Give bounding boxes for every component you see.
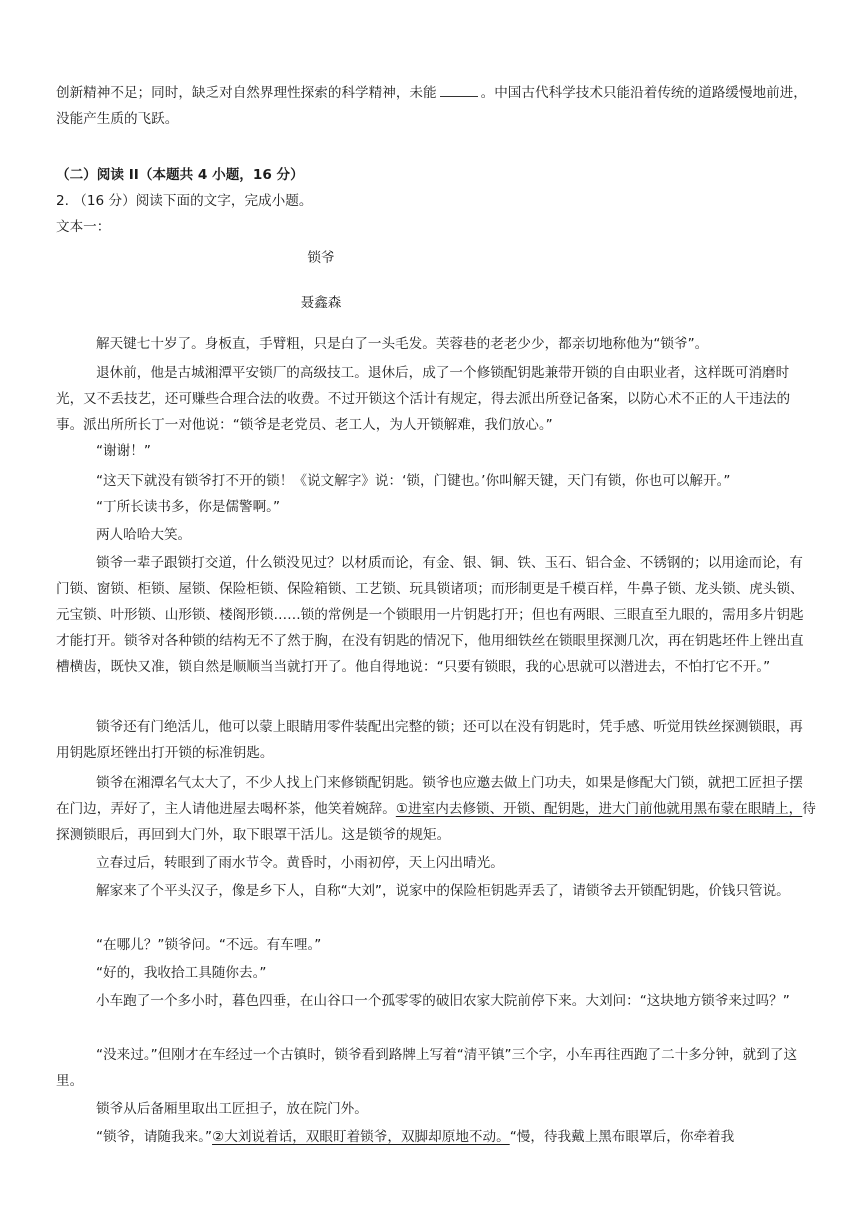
text-label: 文本一：: [56, 219, 111, 235]
paragraph-13: “好的，我收拾工具随你去。”: [96, 965, 267, 981]
paragraph-4: “这天下就没有锁爷打不开的锁！《说文解字》说：‘锁，门键也。’你叫解天键，天门有锁，你也可以解开。”: [96, 473, 731, 489]
section-heading: （二）阅读 II（本题共 4 小题，16 分）: [56, 167, 304, 183]
paragraph-9: [56, 770, 816, 848]
paragraph-2: 退休前，他是古城湘潭平安锁厂的高级技工。退休后，成了一个修锁配钥匙兼带开锁的自由职业者，这样既可消磨时光，又不丢技艺，还可赚些合理合法的收费。不过开锁这个活计有规定，得去派出所登记备案，以防心术不正的人干违法的事。派出所所长丁一对他说：“锁爷是老党员、老工人，为人开锁解难，我们放心。”: [56, 365, 791, 433]
paragraph-15: “没来过。”但刚才在车经过一个古镇时，锁爷看到路牌上写着“清平镇”三个字，小车再往西跑了二十多分钟，就到了这里。: [56, 1047, 798, 1089]
paragraph-17-text-a: “锁爷，请随我来。”: [96, 1129, 213, 1145]
intro-paragraph: [56, 80, 816, 132]
paragraph-10: 立春过后，转眼到了雨水节令。黄昏时，小雨初停，天上闪出晴光。: [96, 855, 504, 871]
paragraph-7: 锁爷一辈子跟锁打交道，什么锁没见过？以材质而论，有金、银、铜、铁、玉石、铝合金、不锈钢的；以用途而论，有门锁、窗锁、柜锁、屋锁、保险柜锁、保险箱锁、工艺锁、玩具锁诸项；而形制更是千模百样，牛鼻子锁、龙头锁、虎头锁、元宝锁、叶形锁、山形锁、楼阁形锁……锁的常例是一个锁眼用一片钥匙打开；但也有两眼、三眼直至九眼的，需用多片钥匙才能打开。锁爷对各种锁的结构无不了然于胸，在没有钥匙的情况下，他用细铁丝在锁眼里探测几次，再在钥匙坯件上锉出直槽横齿，既快又准，锁自然是顺顺当当就打开了。他自得地说：“只要有锁眼，我的心思就可以潜进去，不怕打它不开。”: [56, 555, 804, 675]
paragraph-3: “谢谢！”: [96, 443, 151, 459]
paragraph-9-text-a: 锁爷在湘潭名气太大了，不少人找上门来修锁配钥匙。锁爷也应邀去做上门功夫，如果是修配大门锁，就把工匠担子摆在门边，弄好了，主人请他进屋去喝杯茶，他笑着婉辞。: [56, 775, 803, 817]
paragraph-17: [56, 1124, 816, 1150]
intro-text-before: 创新精神不足；同时，缺乏对自然界理性探索的科学精神，未能: [56, 85, 437, 101]
question-stem: 2. （16 分）阅读下面的文字，完成小题。: [56, 193, 313, 209]
story-author: 聂鑫森: [300, 295, 342, 311]
paragraph-1: 解天键七十岁了。身板直，手臂粗，只是白了一头毛发。芙蓉巷的老老少少，都亲切地称他为“锁爷”。: [96, 336, 709, 352]
paragraph-8: 锁爷还有门绝活儿，他可以蒙上眼睛用零件装配出完整的锁；还可以在没有钥匙时，凭手感、听觉用铁丝探测锁眼，再用钥匙原坯锉出打开锁的标准钥匙。: [56, 719, 803, 761]
paragraph-11: 解家来了个平头汉子，像是乡下人，自称“大刘”，说家中的保险柜钥匙弄丢了，请锁爷去开锁配钥匙，价钱只管说。: [96, 883, 790, 899]
intro-text-after: 。中国古代科学技术只能沿着传统的道路缓慢地前进，没能产生质的飞跃。: [56, 85, 807, 127]
paragraph-12: “在哪儿？”锁爷问。“不远。有车哩。”: [96, 937, 322, 953]
paragraph-16: 锁爷从后备厢里取出工匠担子，放在院门外。: [96, 1101, 368, 1117]
paragraph-5: “丁所长读书多，你是儒警啊。”: [96, 499, 281, 515]
paragraph-9-text-b: 待探测锁眼后，再回到大门外，取下眼罩干活儿。这是锁爷的规矩。: [56, 801, 816, 843]
underlined-sentence-1: ①进室内去修锁、开锁、配钥匙，进大门前他就用黑布蒙在眼睛上，: [395, 801, 803, 817]
story-title: 锁爷: [307, 250, 335, 266]
paragraph-17-text-b: “慢，待我戴上黑布眼罩后，你牵着我: [509, 1129, 735, 1145]
fill-blank: [440, 82, 478, 97]
paragraph-6: 两人哈哈大笑。: [96, 527, 192, 543]
underlined-sentence-2: ②大刘说着话，双眼盯着锁爷，双脚却原地不动。: [212, 1129, 510, 1145]
paragraph-14: 小车跑了一个多小时，暮色四垂，在山谷口一个孤零零的破旧农家大院前停下来。大刘问：“这块地方锁爷来过吗？”: [96, 993, 790, 1009]
